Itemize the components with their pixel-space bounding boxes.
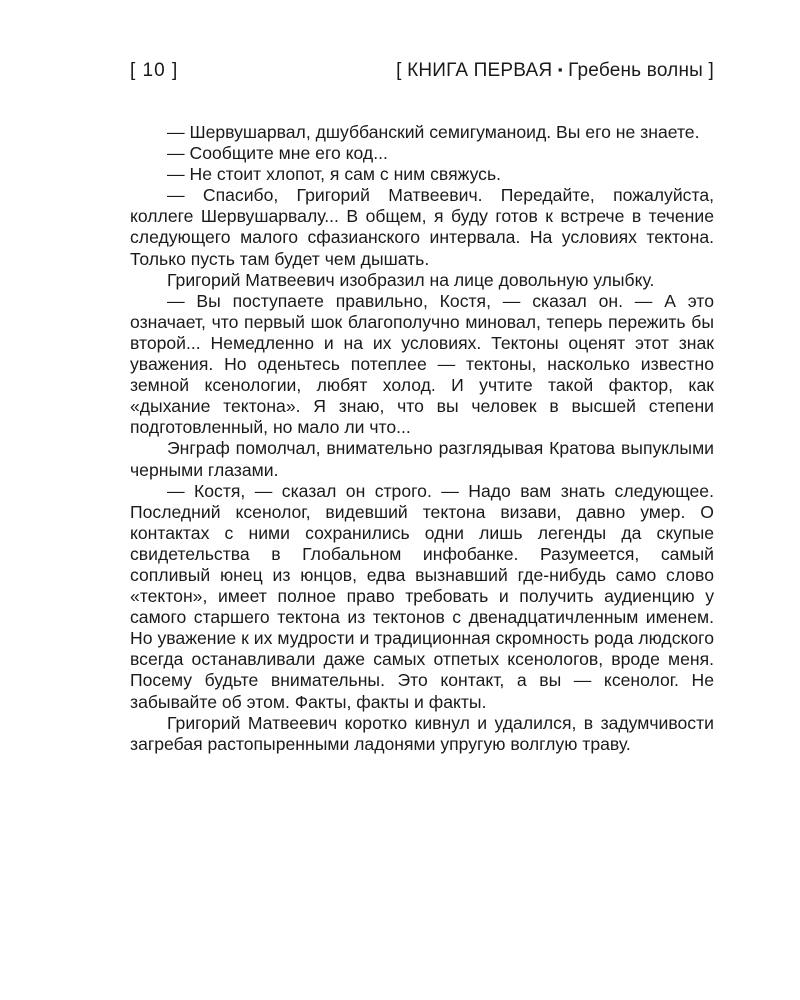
page-number: [ 10 ]	[130, 60, 179, 81]
running-title	[396, 58, 714, 83]
title-close-bracket: ]	[708, 60, 714, 81]
paragraph: — Вы поступаете правильно, Костя, — сказал он. — А это означает, что первый шок благополучно миновал, теперь пережить бы второй... Немедленно и на их условиях. Тектоны оценят этот знак уважения. Но оденьтесь потеплее — тектоны, насколько известно земной ксенологии, любят холод. И учтите такой фактор, как «дыхание тектона». Я знаю, что вы человек в высшей степени подготовленный, но мало ли что...	[130, 290, 714, 438]
running-head	[130, 58, 714, 82]
title-open-bracket: [	[396, 60, 402, 81]
paragraph: — Шервушарвал, дшуббанский семигуманоид. Вы его не знаете.	[167, 122, 700, 142]
paragraph: — Не стоит хлопот, я сам с ним свяжусь.	[167, 164, 502, 185]
paragraph: Энграф помолчал, внимательно разглядывая Кратова выпуклыми черными глазами.	[130, 438, 714, 480]
paragraph: — Костя, — сказал он строго. — Надо вам знать следующее. Последний ксенолог, видевший тектона визави, давно умер. О контактах с ними сохранились одни лишь легенды да скупые свидетельства в Глобальном инфобанке. Разумеется, самый сопливый юнец из юнцов, едва вызнавший где-нибудь само слово «тектон», имеет полное право требовать и получить аудиенцию у самого старшего тектона из тектонов с двенадцатичленным именем. Но уважение к их мудрости и традиционная скромность рода людского всегда останавливали даже самых отпетых ксенологов, вроде меня. Посему будьте внимательны. Это контакт, а вы — ксенолог. Не забывайте об этом. Факты, факты и факты.	[130, 480, 714, 712]
book-part-label: КНИГА ПЕРВАЯ	[407, 60, 553, 81]
book-page	[130, 58, 714, 755]
body-text	[130, 122, 714, 755]
paragraph: — Сообщите мне его код...	[167, 143, 388, 164]
paragraph: Григорий Матвеевич коротко кивнул и удалился, в задумчивости загребая растопыренными ладонями упругую волглую траву.	[130, 712, 714, 754]
bullet-separator-icon: ▪	[557, 62, 563, 77]
paragraph: Григорий Матвеевич изобразил на лице довольную улыбку.	[167, 269, 655, 290]
paragraph: — Спасибо, Григорий Матвеевич. Передайте, пожалуйста, коллеге Шервушарвалу... В общем, я буду готов к встрече в течение следующего малого сфазианского интервала. На условиях тектона. Только пусть там будет чем дышать.	[130, 185, 714, 269]
chapter-title: Гребень волны	[568, 60, 704, 81]
